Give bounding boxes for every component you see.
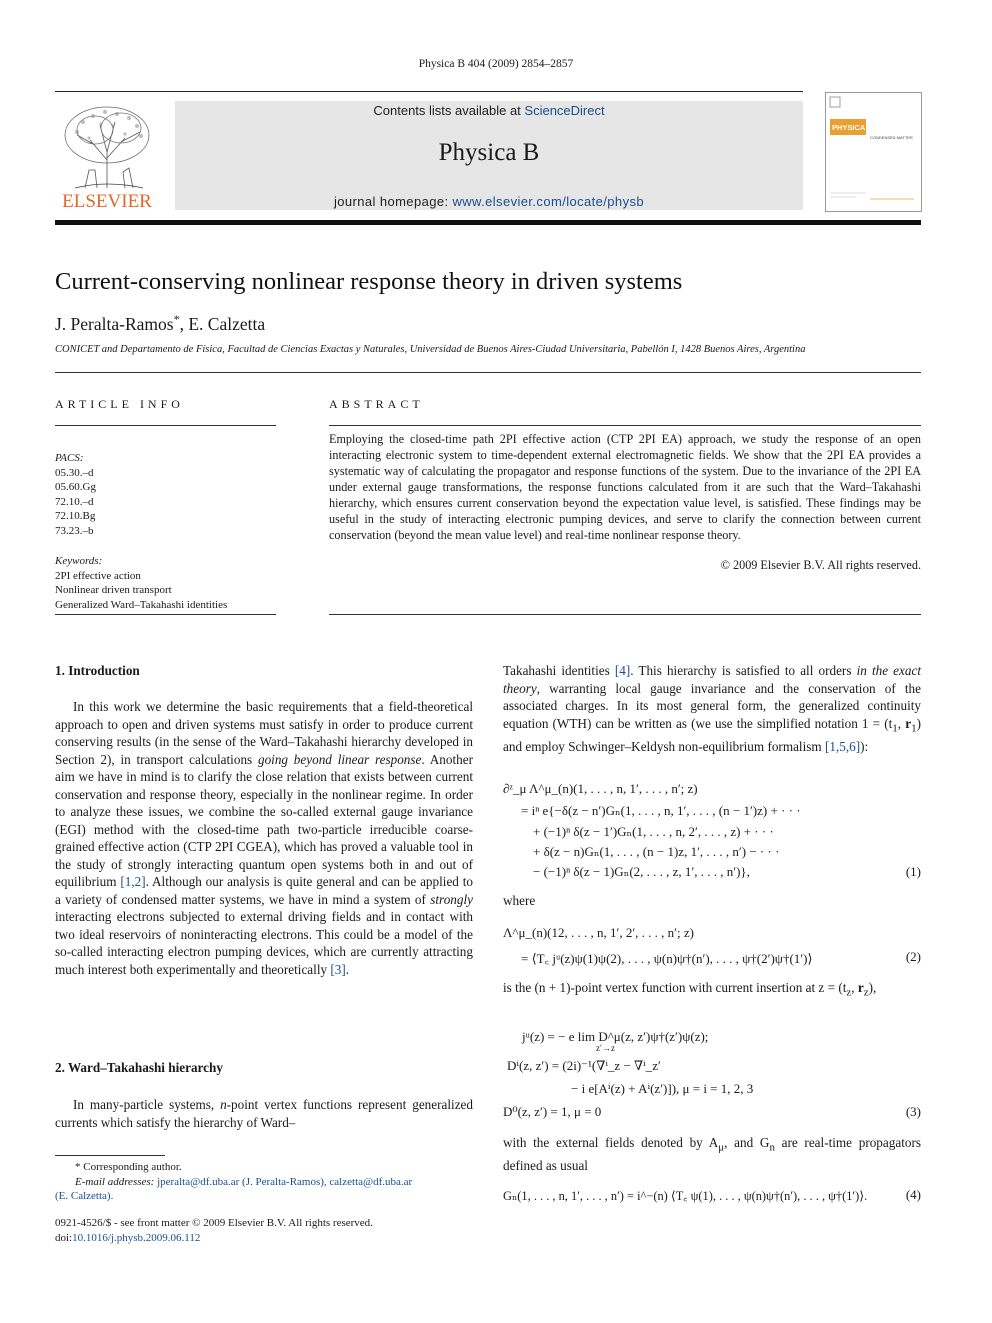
homepage-prefix: journal homepage: <box>333 194 453 209</box>
where-text: where <box>503 893 536 908</box>
abstract-rule <box>329 425 921 426</box>
eq1-number: (1) <box>905 864 921 879</box>
eq2-line: = ⟨T꜀ jᵘ(z)ψ(1)ψ(2), . . . , ψ(n)ψ†(n′), . . . , ψ†(2′)ψ†(1′)⟩ <box>521 951 813 966</box>
journal-cover-thumbnail <box>825 92 922 212</box>
text-run-italic: n <box>220 1097 227 1112</box>
eq3-line: jᵘ(z) = − e lim D^μ(z, z′)ψ†(z′)ψ(z); <box>522 1029 709 1044</box>
eq3-line: Dⁱ(z, z′) = (2i)⁻¹(∇ⁱ_z − ∇ⁱ_z′ <box>507 1058 661 1073</box>
cover-image-icon <box>826 93 921 211</box>
text-run: ): <box>860 738 869 754</box>
right-column-paragraph <box>503 662 921 755</box>
bold-vector: r <box>857 980 864 995</box>
subscript: μ <box>718 1141 725 1154</box>
text-run: -point vertex functions represent generalized currents which satisfy the hierarchy of Ward– <box>55 1097 473 1130</box>
text-run: ) and employ Schwinger–Keldysh non-equilibrium formalism <box>503 715 921 754</box>
email-line <box>55 1175 473 1190</box>
elsevier-logo <box>55 100 160 210</box>
corresponding-author-mark[interactable]: * <box>173 312 180 326</box>
keywords-label: Keywords: <box>55 555 103 567</box>
doi-label: doi: <box>55 1231 73 1244</box>
citation-link[interactable]: [1,2] <box>120 874 146 889</box>
text-run: are real-time propagators defined as usual <box>503 1135 921 1174</box>
homepage-line <box>175 194 803 209</box>
eq3-line: D⁰(z, z′) = 1, μ = 0 <box>503 1104 602 1119</box>
citation-link[interactable]: [1,5,6] <box>824 738 861 754</box>
article-title: Current-conserving nonlinear response theory in driven systems <box>55 268 683 295</box>
footnote-rule <box>55 1155 165 1156</box>
email-name-1[interactable]: (J. Peralta-Ramos), <box>239 1175 330 1188</box>
cover-subtitle: CONDENSED MATTER <box>870 135 913 140</box>
cover-title: PHYSICA <box>832 123 866 132</box>
eq1-line: − (−1)ⁿ δ(z − 1)Gₙ(2, . . . , z, 1′, . . . , n′)}, <box>533 864 750 879</box>
pacs-code: 72.10.Bg <box>55 510 96 522</box>
citation-link[interactable]: [4] <box>614 663 631 678</box>
abstract-copyright: © 2009 Elsevier B.V. All rights reserved. <box>720 558 921 572</box>
affiliation-rule <box>55 372 921 373</box>
author-2[interactable]: E. Calzetta <box>188 313 266 334</box>
eq1-line: + (−1)ⁿ δ(z − 1′)Gₙ(1, . . . , n, 2′, . . . , z) + · · · <box>533 824 774 839</box>
keywords-block <box>55 554 275 612</box>
text-run-italic: strongly <box>430 891 473 907</box>
email-name-2[interactable]: (E. Calzetta). <box>55 1190 114 1202</box>
bold-vector: r <box>905 715 912 731</box>
keyword: Generalized Ward–Takahashi identities <box>55 598 228 611</box>
text-run: interacting electrons subjected to external driving fields and in contact with two ideal reservoirs of noninteracting electrons. This could be a model of the so-called interacting electron pumping devices, which are currently attracting much interest both experimentally and theoretically <box>55 909 473 977</box>
eq4-line: Gₙ(1, . . . , n, 1′, . . . , n′) = i^−(n) ⟨T꜀ ψ(1), . . . , ψ(n)ψ†(n′), . . . , ψ†(1′)⟩. <box>503 1189 868 1203</box>
article-info-rule <box>55 425 276 426</box>
pacs-block <box>55 451 275 538</box>
section-1-paragraph <box>55 698 473 978</box>
text-run: . Although our analysis is quite general and can be applied to a variety of condensed matter systems, we have in mind a system of <box>55 874 473 907</box>
keyword: Nonlinear driven transport <box>55 584 172 596</box>
keyword: 2PI effective action <box>55 569 141 582</box>
text-run-italic: going beyond linear response <box>257 751 422 767</box>
homepage-link[interactable]: www.elsevier.com/locate/physb <box>452 194 644 209</box>
text-run: . Another aim we have in mind is to clarify the close relation that exists between current conservation and response theory, especially in the nonlinear regime. In order to analyze these issues, we combine the so-called external gauge invariance (EGI) method with the closed-time path two-particle irreducible coarse-grained effective action (CTP 2PI CGEA), which has proved a valuable tool in the study of strongly interacting quantum open systems both in and out of equilibrium <box>55 751 473 889</box>
issn-line: 0921-4526/$ - see front matter © 2009 Elsevier B.V. All rights reserved. <box>55 1217 373 1229</box>
header-thick-rule <box>55 220 921 225</box>
text-run-italic: in the exact theory <box>503 663 921 696</box>
vertex-paragraph <box>503 979 921 1002</box>
corresponding-author-note: * Corresponding author. <box>75 1161 182 1173</box>
text-run: In many-particle systems, <box>73 1097 221 1112</box>
eq1-lhs: ∂ᶻ_μ Λ^μ_(n)(1, . . . , n, 1′, . . . , n′; z) <box>503 781 698 796</box>
footnote-block <box>55 1160 473 1204</box>
abstract-bottom-rule <box>329 614 921 615</box>
eq2-number: (2) <box>905 949 921 964</box>
text-run: , <box>851 980 858 995</box>
issn-block <box>55 1216 473 1245</box>
text-run: , warranting local gauge invariance and the conservation of the associated charges. In its most general form, the generalized continuity equation (WTH) can be written as (we use the simplified notation 1 = (t <box>503 680 921 731</box>
eq3-line: − i e[Aⁱ(z) + Aⁱ(z′)]), μ = i = 1, 2, 3 <box>571 1081 754 1096</box>
text-run: . <box>345 961 350 977</box>
contents-line <box>175 103 803 118</box>
doi-line <box>55 1231 473 1246</box>
subscript: z <box>863 986 869 999</box>
author-line <box>55 312 265 335</box>
eq1-line: + δ(z − n)Gₙ(1, . . . , (n − 1)z, 1′, . . . , n′) − · · · <box>533 844 780 859</box>
sciencedirect-link[interactable]: ScienceDirect <box>524 103 605 118</box>
subscript: z <box>846 986 852 999</box>
article-info-bottom-rule <box>55 614 276 615</box>
subscript: 1 <box>911 722 917 735</box>
text-run: is the (n + 1)-point vertex function with current insertion at z = (t <box>503 980 847 995</box>
section-2-paragraph <box>55 1096 473 1131</box>
subscript: 1 <box>892 722 898 735</box>
pacs-code: 72.10.–d <box>55 495 94 508</box>
header-rule <box>55 91 803 92</box>
pacs-code: 05.60.Gg <box>55 481 96 493</box>
eq2-lhs: Λ^μ_(n)(12, . . . , n, 1′, 2′, . . . , n′; z) <box>503 925 694 940</box>
text-run: In this work we determine the basic requirements that a field-theoretical approach to open and driven systems must satisfy in order to produce current conserving results (in the sense of the Ward–Takahashi hierarchy developed in Section 2), in transport calculations <box>55 699 473 767</box>
section-1-heading: 1. Introduction <box>55 663 140 678</box>
text-run: . This hierarchy is satisfied to all orders <box>630 663 857 678</box>
section-2-heading: 2. Ward–Takahashi hierarchy <box>55 1060 223 1075</box>
pacs-code: 05.30.–d <box>55 466 94 479</box>
with-paragraph <box>503 1134 921 1175</box>
article-info-heading: ARTICLE INFO <box>55 397 184 411</box>
contents-prefix: Contents lists available at <box>373 103 525 118</box>
journal-name: Physica B <box>438 139 540 166</box>
eq4-number: (4) <box>905 1187 921 1202</box>
doi-link[interactable]: 10.1016/j.physb.2009.06.112 <box>72 1231 201 1244</box>
text-run: , and G <box>724 1135 770 1150</box>
pacs-label: PACS: <box>55 452 84 464</box>
eq3-number: (3) <box>905 1104 921 1119</box>
author-separator: , <box>179 313 189 334</box>
abstract-heading: ABSTRACT <box>329 397 424 411</box>
citation-link[interactable]: [3] <box>330 961 346 977</box>
author-1[interactable]: J. Peralta-Ramos <box>55 313 174 334</box>
abstract-text: Employing the closed-time path 2PI effective action (CTP 2PI EA) approach, we study the response of an open interacting electronic system to time-dependent external electromagnetic fields. We show that the 2PI EA provides a systematic way of calculating the propagator and response functions of the system. Due to the invariance of the 2PI EA under external gauge transformations, the response functions calculated from it are such that the Ward–Takahashi hierarchy, which ensures current conservation beyond the expectation value level, is satisfied. These findings may be useful in the study of interacting electronic pumping devices, and serve to clarify the connection between current conservation (beyond the mean value level) and real-time nonlinear response theory. <box>329 432 921 542</box>
elsevier-tree-icon <box>55 100 160 210</box>
elsevier-wordmark: ELSEVIER <box>62 191 152 210</box>
journal-banner <box>175 101 803 210</box>
text-run: ), <box>868 980 877 995</box>
text-run: Takahashi identities <box>503 663 615 678</box>
eq3-limit-subscript: z′→z <box>596 1043 615 1053</box>
pacs-code: 73.23.–b <box>55 524 94 537</box>
text-run: with the external fields denoted by A <box>503 1135 719 1150</box>
email-label: E-mail addresses: <box>75 1175 158 1188</box>
email-link-1[interactable]: jperalta@df.uba.ar <box>157 1175 240 1188</box>
affiliation: CONICET and Departamento de Física, Facultad de Ciencias Exactas y Naturales, Universidad de Buenos Aires-Ciudad Universitaria, Pabellón I, 1428 Buenos Aires, Argentina <box>55 344 806 355</box>
email-link-2[interactable]: calzetta@df.uba.ar <box>329 1175 413 1188</box>
eq1-line: = iⁿ e{−δ(z − n′)Gₙ(1, . . . , n, 1′, . . . , (n − 1′)z) + · · · <box>521 803 801 818</box>
subscript: n <box>769 1141 775 1154</box>
text-run: , <box>897 715 906 731</box>
journal-reference: Physica B 404 (2009) 2854–2857 <box>418 58 574 70</box>
